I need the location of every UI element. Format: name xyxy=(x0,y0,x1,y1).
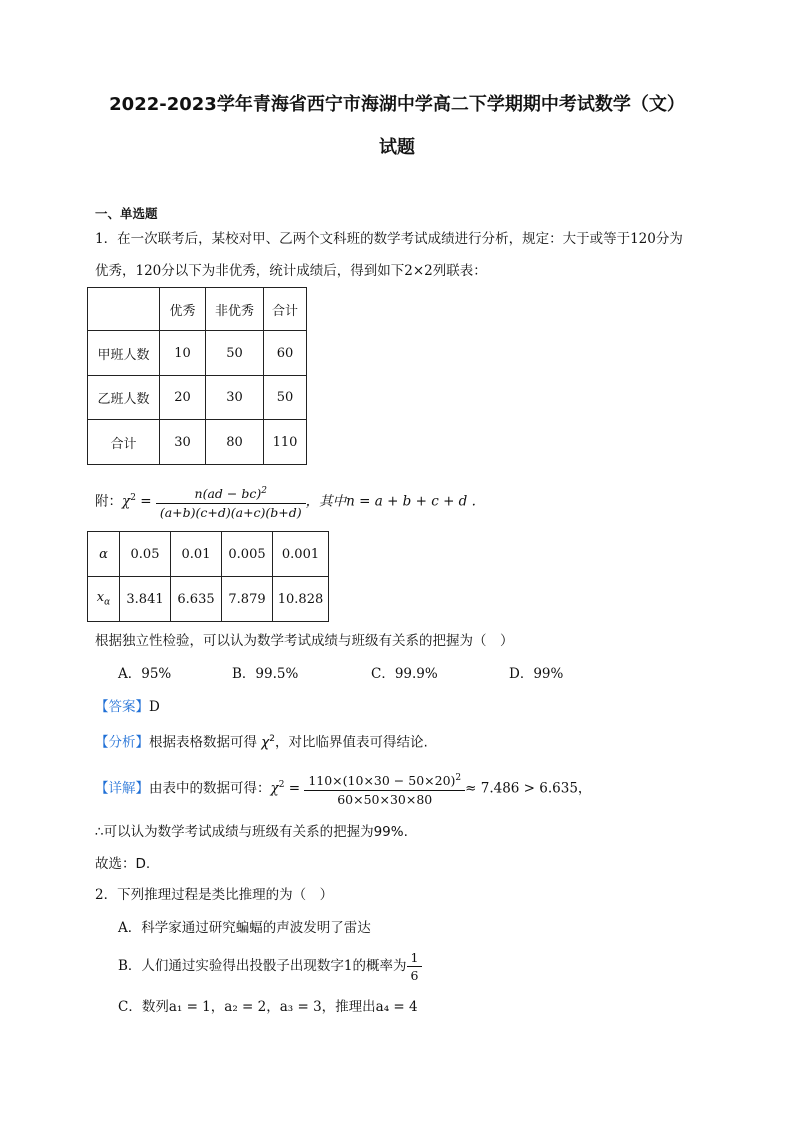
table-cell: 优秀 xyxy=(160,288,206,331)
q1-choice: 故选：D. xyxy=(95,856,151,872)
table-cell: 6.635 xyxy=(171,577,222,622)
formula-fraction xyxy=(156,483,306,520)
table-cell: 合计 xyxy=(264,288,307,331)
detail-denominator: 60×50×30×80 xyxy=(337,791,433,807)
section-heading: 一、单选题 xyxy=(95,206,158,221)
table-row xyxy=(88,532,329,577)
table-cell: 0.005 xyxy=(222,532,273,577)
document-title: 2022-2023学年青海省西宁市海湖中学高二下学期期中考试数学（文） xyxy=(109,94,685,115)
detail-fraction xyxy=(304,770,465,807)
table-cell: 110 xyxy=(264,420,307,465)
table-row xyxy=(88,288,307,331)
q1-question: 根据独立性检验，可以认为数学考试成绩与班级有关系的把握为（ ） xyxy=(95,633,514,649)
table-cell: 3.841 xyxy=(120,577,171,622)
q1-stem-line2: 优秀，120分以下为非优秀，统计成绩后，得到如下2×2列联表： xyxy=(95,263,487,279)
formula-equals: = xyxy=(135,493,156,510)
table-cell: 0.001 xyxy=(273,532,329,577)
table-row xyxy=(88,376,307,420)
table-row xyxy=(88,420,307,465)
q1-analysis: 【分析】根据表格数据可得 $\chi^2$，对比临界值表可得结论. xyxy=(95,734,428,751)
table-cell: 0.01 xyxy=(171,532,222,577)
x-alpha-label: $x_\alpha$ xyxy=(88,577,120,622)
table-cell: 7.879 xyxy=(222,577,273,622)
table-cell: 20 xyxy=(160,376,206,420)
q1-stem-line1: 1．在一次联考后，某校对甲、乙两个文科班的数学考试成绩进行分析，规定：大于或等于120分为 xyxy=(95,231,683,247)
contingency-table xyxy=(87,287,307,465)
table-cell: 60 xyxy=(264,331,307,376)
table-cell: 50 xyxy=(264,376,307,420)
q2-stem: 2．下列推理过程是类比推理的为（ ） xyxy=(95,887,334,903)
q2-option-a: A．科学家通过研究蝙蝠的声波发明了雷达 xyxy=(118,920,371,936)
q1-option-c: C．99.9% xyxy=(371,666,438,682)
formula-suffix: ，其中n = a + b + c + d . xyxy=(305,493,476,510)
table-cell: 非优秀 xyxy=(206,288,264,331)
answer-tag: 【答案】 xyxy=(95,699,149,715)
detail-numerator: $110\times(10\times 30 - 50\times 20)^2$ xyxy=(304,770,465,790)
critical-value-table xyxy=(87,531,329,622)
q1-option-a: A．95% xyxy=(118,666,172,682)
table-cell: 10.828 xyxy=(273,577,329,622)
chi-exponent: 2 xyxy=(130,493,136,503)
analysis-tag: 【分析】 xyxy=(95,734,149,751)
table-cell: 80 xyxy=(206,420,264,465)
table-cell: 0.05 xyxy=(120,532,171,577)
q1-answer xyxy=(95,698,160,716)
q2-option-c: C．数列a₁ = 1，a₂ = 2，a₃ = 3，推理出a₄ = 4 xyxy=(118,999,418,1015)
chi-square-formula xyxy=(95,478,476,522)
probability-fraction: $\frac{1}{6}$ xyxy=(407,949,423,984)
detail-tag: 【详解】 xyxy=(95,780,149,797)
formula-prefix: 附： xyxy=(95,493,122,510)
formula-denominator: (a+b)(c+d)(a+c)(b+d) xyxy=(159,504,302,520)
q2-option-b: B．人们通过实验得出投骰子出现数字1的概率为 $\frac{1}{6}$ xyxy=(118,946,422,986)
table-row xyxy=(88,577,329,622)
table-cell: 10 xyxy=(160,331,206,376)
q1-conclusion: ∴可以认为数学考试成绩与班级有关系的把握为99%. xyxy=(95,824,408,840)
table-cell: 50 xyxy=(206,331,264,376)
table-cell xyxy=(88,288,160,331)
q1-option-d: D．99% xyxy=(509,666,564,682)
q1-detail: 【详解】由表中的数据可得：$\chi^2$ = $\frac{110\times(10\times 30 - 50\times 20)^2}{60\times 50\times 30\times 80}$ ≈ 7.486 > 6.635， xyxy=(95,765,591,809)
table-cell: 30 xyxy=(206,376,264,420)
q1-option-b: B．99.5% xyxy=(232,666,299,682)
chi-symbol: χ xyxy=(122,493,131,510)
alpha-label: α xyxy=(88,532,120,577)
table-cell: 乙班人数 xyxy=(88,376,160,420)
answer-value: D xyxy=(149,699,160,715)
formula-numerator: n(ad − bc)$^2$ xyxy=(156,483,306,503)
document-title-continued: 试题 xyxy=(379,137,415,158)
table-cell: 30 xyxy=(160,420,206,465)
table-cell: 合计 xyxy=(88,420,160,465)
table-row xyxy=(88,331,307,376)
table-cell: 甲班人数 xyxy=(88,331,160,376)
